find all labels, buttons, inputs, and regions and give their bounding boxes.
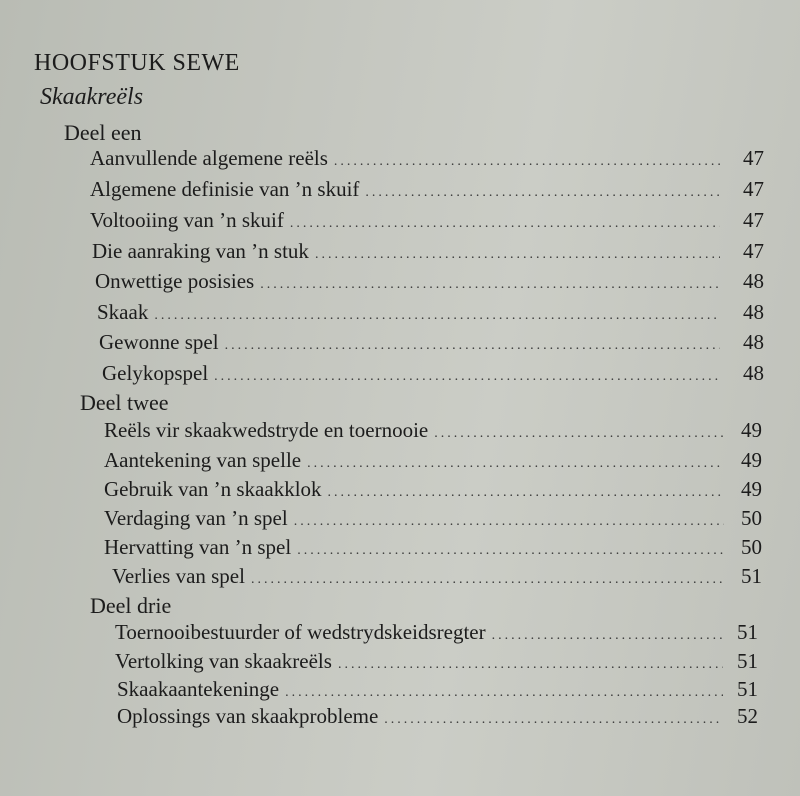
toc-entry — [112, 564, 724, 592]
toc-entry-page: 48 — [743, 269, 764, 293]
toc-entry-page: 51 — [737, 677, 758, 701]
toc-entry-title: Vertolking van skaakreëls — [115, 649, 332, 673]
dot-leader — [297, 543, 724, 559]
toc-entry-page: 49 — [741, 448, 762, 472]
dot-leader — [307, 456, 724, 472]
dot-leader — [290, 216, 720, 232]
chapter-subtitle: Skaakreëls — [40, 84, 144, 110]
dot-leader — [214, 369, 720, 385]
dot-leader — [154, 308, 720, 324]
dot-leader — [365, 185, 720, 201]
toc-entry — [92, 239, 720, 267]
toc-entry-page: 47 — [743, 208, 764, 232]
toc-entry-page: 49 — [741, 477, 762, 501]
toc-entry-title: Oplossings van skaakprobleme — [117, 704, 379, 728]
toc-entry-title: Algemene definisie van ’n skuif — [90, 177, 360, 201]
dot-leader — [434, 426, 724, 442]
toc-entry — [95, 269, 720, 297]
toc-entry-title: Skaak — [97, 300, 149, 324]
toc-entry — [104, 506, 724, 534]
toc-entry-title: Gewonne spel — [99, 330, 219, 354]
toc-entry — [117, 704, 723, 732]
toc-entry-title: Hervatting van ’n spel — [104, 535, 292, 559]
dot-leader — [338, 657, 723, 673]
toc-entry — [115, 649, 723, 677]
toc-entry — [90, 177, 720, 205]
toc-entry — [99, 330, 720, 358]
dot-leader — [251, 572, 724, 588]
toc-entry-page: 50 — [741, 535, 762, 559]
toc-entry-page: 48 — [743, 330, 764, 354]
part-heading-1: Deel een — [64, 120, 142, 145]
toc-entry — [117, 677, 723, 705]
toc-entry-page: 48 — [743, 300, 764, 324]
toc-entry — [115, 620, 723, 648]
toc-entry-title: Toernooibestuurder of wedstrydskeidsregter — [115, 620, 486, 644]
toc-entry — [97, 300, 720, 328]
chapter-heading: HOOFSTUK SEWE — [34, 50, 240, 76]
toc-entry-page: 47 — [743, 146, 764, 170]
toc-entry-page: 47 — [743, 239, 764, 263]
toc-entry-title: Verdaging van ’n spel — [104, 506, 288, 530]
toc-entry-page: 49 — [741, 418, 762, 442]
part-heading-2: Deel twee — [80, 390, 169, 415]
toc-entry-page: 51 — [741, 564, 762, 588]
toc-entry-title: Reëls vir skaakwedstryde en toernooie — [104, 418, 429, 442]
toc-entry-title: Verlies van spel — [112, 564, 245, 588]
toc-entry — [104, 418, 724, 446]
toc-entry — [104, 535, 724, 563]
toc-entry — [104, 477, 724, 505]
dot-leader — [294, 514, 724, 530]
toc-entry — [104, 448, 724, 476]
toc-entry-title: Aanvullende algemene reëls — [90, 146, 328, 170]
toc-entry-page: 52 — [737, 704, 758, 728]
toc-entry — [90, 208, 720, 236]
toc-entry-page: 47 — [743, 177, 764, 201]
dot-leader — [315, 247, 720, 263]
dot-leader — [492, 628, 723, 644]
toc-entry-page: 51 — [737, 620, 758, 644]
dot-leader — [260, 277, 720, 293]
dot-leader — [384, 712, 723, 728]
toc-entry-title: Gelykopspel — [102, 361, 209, 385]
toc-entry-title: Onwettige posisies — [95, 269, 255, 293]
dot-leader — [225, 338, 720, 354]
dot-leader — [285, 685, 723, 701]
toc-entry-title: Gebruik van ’n skaakklok — [104, 477, 322, 501]
toc-entry-page: 51 — [737, 649, 758, 673]
toc-entry-page: 50 — [741, 506, 762, 530]
toc-entry-title: Aantekening van spelle — [104, 448, 302, 472]
part-heading-3: Deel drie — [90, 593, 172, 618]
toc-entry — [90, 146, 720, 174]
dot-leader — [328, 485, 724, 501]
dot-leader — [334, 154, 720, 170]
toc-entry-title: Voltooiing van ’n skuif — [90, 208, 284, 232]
toc-entry — [102, 361, 720, 389]
toc-entry-page: 48 — [743, 361, 764, 385]
toc-entry-title: Die aanraking van ’n stuk — [92, 239, 309, 263]
toc-entry-title: Skaakaantekeninge — [117, 677, 280, 701]
